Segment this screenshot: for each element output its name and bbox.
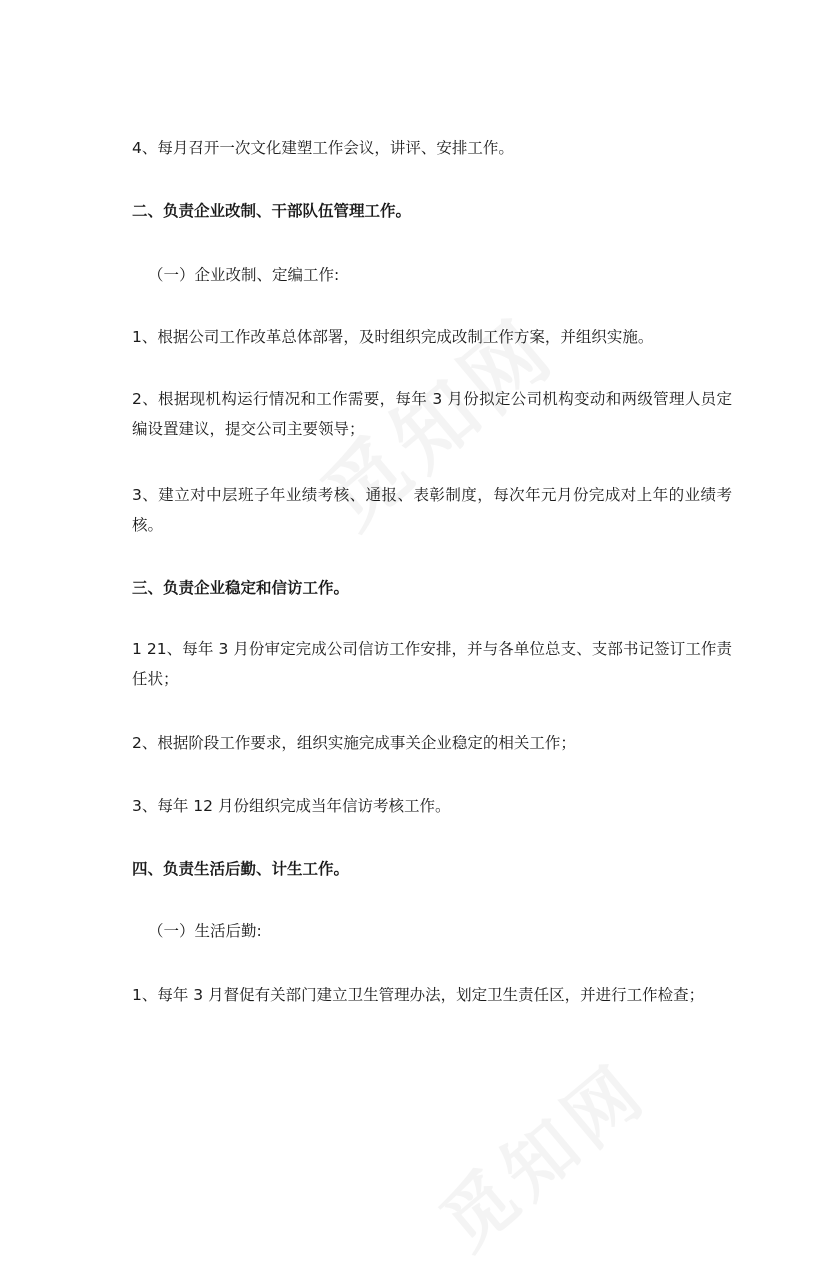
paragraph-item-1: 1、根据公司工作改革总体部署，及时组织完成改制工作方案，并组织实施。: [132, 328, 654, 346]
paragraph-item-4: 4、每月召开一次文化建塑工作会议，讲评、安排工作。: [132, 139, 514, 157]
section-heading-4: 四、负责生活后勤、计生工作。: [132, 860, 350, 878]
paragraph-item-2: 2、根据现机构运行情况和工作需要，每年 3 月份拟定公司机构变动和两级管理人员定编设置建议，提交公司主要领导；: [132, 390, 732, 438]
paragraph-item-1: 1、每年 3 月督促有关部门建立卫生管理办法，划定卫生责任区，并进行工作检查；: [132, 986, 705, 1004]
watermark: [415, 1035, 666, 1269]
paragraph-item-3: 3、每年 12 月份组织完成当年信访考核工作。: [132, 797, 451, 815]
paragraph-item-1: 1 21、每年 3 月份审定完成公司信访工作安排，并与各单位总支、支部书记签订工作责任状；: [132, 640, 732, 688]
paragraph-item-2: 2、根据阶段工作要求，组织实施完成事关企业稳定的相关工作；: [132, 734, 576, 752]
subsection-heading-1: （一）企业改制、定编工作:: [148, 266, 340, 284]
subsection-heading-1: （一）生活后勤:: [148, 922, 262, 940]
section-heading-3: 三、负责企业稳定和信访工作。: [132, 579, 350, 597]
section-heading-2: 二、负责企业改制、干部队伍管理工作。: [132, 202, 412, 220]
paragraph-item-3: 3、建立对中层班子年业绩考核、通报、表彰制度，每次年元月份完成对上年的业绩考核。: [132, 486, 732, 534]
